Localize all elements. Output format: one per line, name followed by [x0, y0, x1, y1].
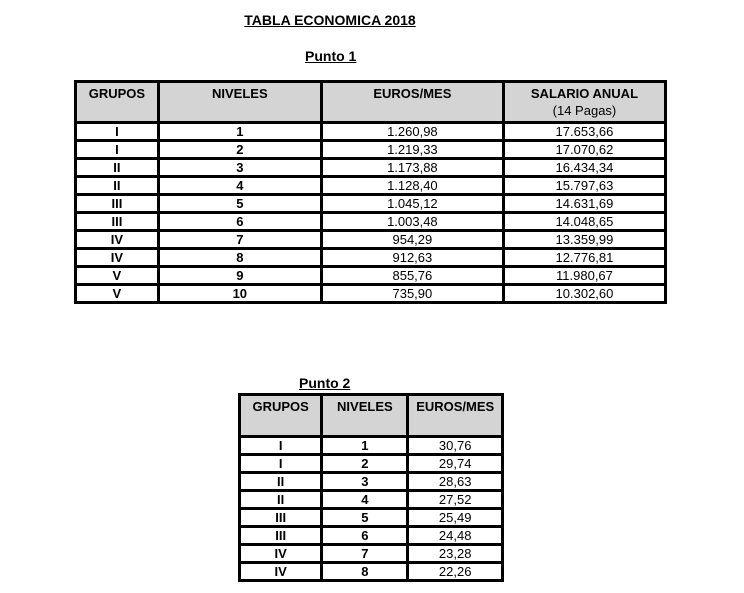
- cell-grupo: II: [76, 177, 159, 195]
- cell-euros-mes: 22,26: [408, 563, 503, 581]
- cell-salario-anual: 14.631,69: [503, 195, 665, 213]
- cell-euros-mes: 23,28: [408, 545, 503, 563]
- table-row: [240, 473, 503, 491]
- cell-nivel: 2: [158, 141, 321, 159]
- table-row: [76, 285, 666, 303]
- table-row: [76, 267, 666, 285]
- cell-nivel: 1: [158, 123, 321, 141]
- header-niveles: NIVELES: [158, 82, 321, 123]
- cell-grupo: I: [240, 455, 322, 473]
- cell-euros-mes: 27,52: [408, 491, 503, 509]
- punto2-heading: Punto 2: [299, 375, 351, 391]
- cell-euros-mes: 1.003,48: [321, 213, 503, 231]
- cell-grupo: II: [240, 491, 322, 509]
- table-row: [240, 491, 503, 509]
- cell-nivel: 8: [322, 563, 408, 581]
- table-row: [76, 123, 666, 141]
- table-row: [76, 177, 666, 195]
- cell-grupo: V: [76, 267, 159, 285]
- punto1-heading: Punto 1: [305, 48, 357, 64]
- cell-nivel: 3: [322, 473, 408, 491]
- table-row: [76, 141, 666, 159]
- table-row: [76, 213, 666, 231]
- table-row: [76, 249, 666, 267]
- cell-euros-mes: 735,90: [321, 285, 503, 303]
- cell-salario-anual: 14.048,65: [503, 213, 665, 231]
- cell-grupo: III: [76, 195, 159, 213]
- cell-nivel: 3: [158, 159, 321, 177]
- cell-euros-mes: 29,74: [408, 455, 503, 473]
- cell-nivel: 7: [158, 231, 321, 249]
- cell-nivel: 4: [158, 177, 321, 195]
- cell-nivel: 2: [322, 455, 408, 473]
- cell-salario-anual: 13.359,99: [503, 231, 665, 249]
- header-niveles: NIVELES: [322, 395, 408, 437]
- table-row: [240, 455, 503, 473]
- cell-nivel: 7: [322, 545, 408, 563]
- cell-euros-mes: 1.260,98: [321, 123, 503, 141]
- cell-nivel: 5: [322, 509, 408, 527]
- table-row: [76, 231, 666, 249]
- header-euros-mes: EUROS/MES: [321, 82, 503, 123]
- header-euros-mes: EUROS/MES: [408, 395, 503, 437]
- cell-euros-mes: 954,29: [321, 231, 503, 249]
- cell-nivel: 8: [158, 249, 321, 267]
- cell-salario-anual: 10.302,60: [503, 285, 665, 303]
- header-salario-anual-sub: (14 Pagas): [552, 103, 617, 118]
- cell-salario-anual: 11.980,67: [503, 267, 665, 285]
- cell-grupo: I: [76, 141, 159, 159]
- punto1-table: [74, 80, 667, 304]
- cell-grupo: V: [76, 285, 159, 303]
- cell-euros-mes: 1.219,33: [321, 141, 503, 159]
- table-row: [240, 437, 503, 455]
- cell-salario-anual: 15.797,63: [503, 177, 665, 195]
- cell-salario-anual: 17.653,66: [503, 123, 665, 141]
- cell-nivel: 10: [158, 285, 321, 303]
- punto2-table: [238, 393, 504, 582]
- cell-grupo: I: [240, 437, 322, 455]
- table-row: [240, 563, 503, 581]
- cell-grupo: IV: [240, 563, 322, 581]
- cell-euros-mes: 24,48: [408, 527, 503, 545]
- header-grupos: GRUPOS: [76, 82, 159, 123]
- cell-euros-mes: 912,63: [321, 249, 503, 267]
- cell-euros-mes: 855,76: [321, 267, 503, 285]
- cell-euros-mes: 1.128,40: [321, 177, 503, 195]
- cell-grupo: II: [240, 473, 322, 491]
- cell-grupo: III: [240, 509, 322, 527]
- cell-grupo: IV: [76, 249, 159, 267]
- table-row: [240, 545, 503, 563]
- cell-grupo: IV: [240, 545, 322, 563]
- header-grupos: GRUPOS: [240, 395, 322, 437]
- cell-grupo: III: [240, 527, 322, 545]
- cell-nivel: 6: [322, 527, 408, 545]
- punto1-header-row: [76, 82, 666, 123]
- cell-nivel: 1: [322, 437, 408, 455]
- cell-grupo: IV: [76, 231, 159, 249]
- header-salario-anual: [503, 82, 665, 123]
- document-title: TABLA ECONOMICA 2018: [244, 12, 416, 28]
- table-row: [240, 527, 503, 545]
- cell-nivel: 6: [158, 213, 321, 231]
- cell-nivel: 9: [158, 267, 321, 285]
- cell-grupo: III: [76, 213, 159, 231]
- cell-euros-mes: 30,76: [408, 437, 503, 455]
- cell-euros-mes: 28,63: [408, 473, 503, 491]
- cell-grupo: I: [76, 123, 159, 141]
- header-salario-anual-label: SALARIO ANUAL: [530, 86, 639, 101]
- cell-salario-anual: 17.070,62: [503, 141, 665, 159]
- cell-nivel: 4: [322, 491, 408, 509]
- cell-grupo: II: [76, 159, 159, 177]
- table-row: [76, 195, 666, 213]
- cell-salario-anual: 16.434,34: [503, 159, 665, 177]
- table-row: [240, 509, 503, 527]
- cell-nivel: 5: [158, 195, 321, 213]
- cell-euros-mes: 1.045,12: [321, 195, 503, 213]
- cell-salario-anual: 12.776,81: [503, 249, 665, 267]
- table-row: [76, 159, 666, 177]
- punto2-header-row: [240, 395, 503, 437]
- cell-euros-mes: 1.173,88: [321, 159, 503, 177]
- cell-euros-mes: 25,49: [408, 509, 503, 527]
